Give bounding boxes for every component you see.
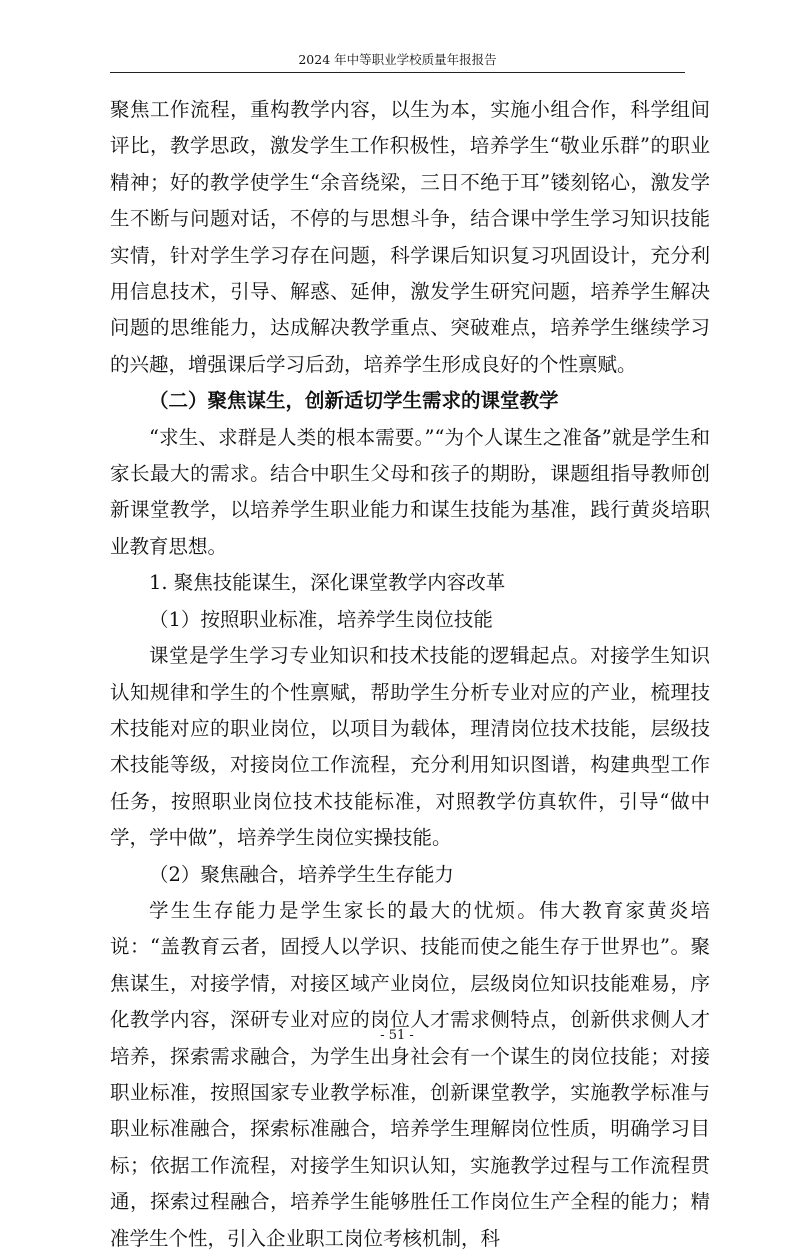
subheading-1-2: （2）聚焦融合，培养学生生存能力 (149, 862, 454, 886)
page-footer (0, 1028, 794, 1044)
subheading-1-1: （1）按照职业标准，培养学生岗位技能 (149, 607, 493, 631)
document-body (110, 92, 710, 1257)
page-number: - 51 - (380, 1028, 414, 1043)
paragraph-skills: 课堂是学生学习专业知识和技术技能的逻辑起点。对接学生知识认知规律和学生的个性禀赋，帮助学生分析专业对应的产业，梳理技术技能对应的职业岗位，以项目为载体，理清岗位技术技能，层级技术技能等级，对接岗位工作流程，充分利用知识图谱，构建典型工作任务，按照职业岗位技术技能标准，对照教学仿真软件，引导“做中学，学中做”，培养学生岗位实操技能。 (110, 644, 710, 850)
paragraph-survival: 学生生存能力是学生家长的最大的忧烦。伟大教育家黄炎培说：“盖教育云者，固授人以学识、技能而使之能生存于世界也”。聚焦谋生，对接学情，对接区域产业岗位，层级岗位知识技能难易，序化教学内容，深研专业对应的岗位人才需求侧特点，创新供求侧人才培养，探索需求融合，为学生出身社会有一个谋生的岗位技能；对接职业标准，按照国家专业教学标准，创新课堂教学，实施教学标准与职业标准融合，探索标准融合，培养学生理解岗位性质，明确学习目标；依据工作流程，对接学生知识认知，实施教学过程与工作流程贯通，探索过程融合，培养学生能够胜任工作岗位生产全程的能力；精准学生个性，引入企业职工岗位考核机制，科 (110, 898, 710, 1250)
paragraph-intro: “求生、求群是人类的根本需要。”“为个人谋生之准备”就是学生和家长最大的需求。结合中职生父母和孩子的期盼，课题组指导教师创新课堂教学，以培养学生职业能力和谋生技能为基准，践行黄炎培职业教育思想。 (110, 425, 710, 558)
page-header (110, 52, 685, 73)
subheading-1: 1. 聚焦技能谋生，深化课堂教学内容改革 (149, 571, 506, 595)
section-heading: （二）聚焦谋生，创新适切学生需求的课堂教学 (149, 389, 559, 413)
header-title: 2024 年中等职业学校质量年报报告 (298, 52, 497, 67)
paragraph-continuation: 聚焦工作流程，重构教学内容，以生为本，实施小组合作，科学组间评比，教学思政，激发学生工作积极性，培养学生“敬业乐群”的职业精神；好的教学使学生“余音绕梁，三日不绝于耳”镂刻铭心，激发学生不断与问题对话，不停的与思想斗争，结合课中学生学习知识技能实情，针对学生学习存在问题，科学课后知识复习巩固设计，充分利用信息技术，引导、解惑、延伸，激发学生研究问题，培养学生解决问题的思维能力，达成解决教学重点、突破难点，培养学生继续学习的兴趣，增强课后学习后劲，培养学生形成良好的个性禀赋。 (110, 98, 710, 376)
